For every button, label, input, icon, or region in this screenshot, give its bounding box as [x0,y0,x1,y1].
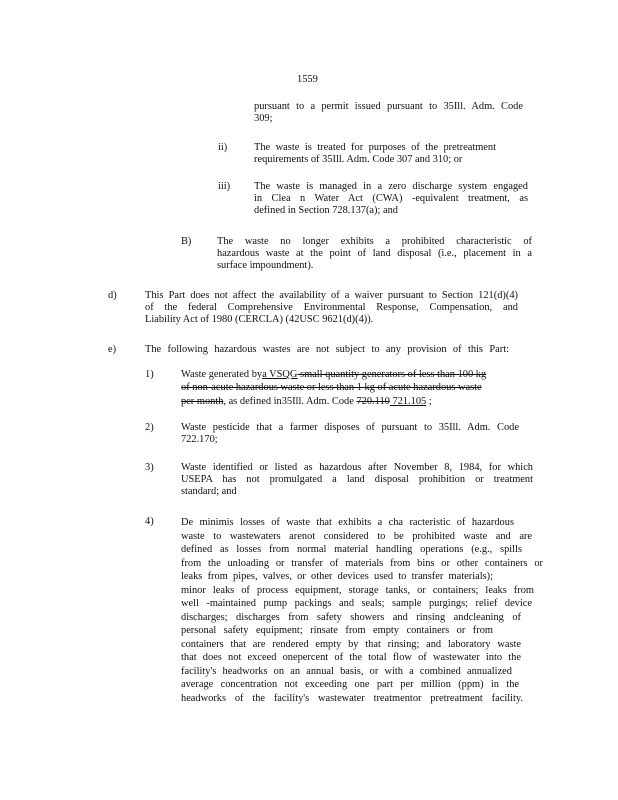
text-line: 722.170; [181,434,218,445]
intro-continuation [254,101,523,125]
page-number: 1559 [297,74,318,85]
text-line: minor leaks of process equipment, storage tanks, or containers; leaks from [181,584,534,596]
text-segment: Waste generated by [181,369,263,380]
item-B-text [217,236,532,272]
inserted-text: 721.105 [389,396,427,407]
item-e3-text [181,462,533,498]
item-marker-e: e) [108,344,117,355]
text-line: defined as losses from normal material handling operations (e.g., spills [181,544,522,555]
deleted-text: per month [181,396,224,407]
item-e1-line1 [181,369,486,381]
item-e1-line3 [181,396,432,408]
inserted-text: a VSQG [262,369,298,380]
item-marker-e4: 4) [145,516,154,527]
text-line: in Clea n Water Act (CWA) -equivalent treatment, as [254,193,528,204]
item-e4-text [181,516,543,705]
text-segment: ; [426,396,432,407]
item-ii-text [254,142,496,166]
text-line: This Part does not affect the availability of a waiver pursuant to Section 121(d)(4) [145,290,518,301]
text-line: discharges; discharges from safety showers and rinsing andcleaning of [181,611,521,623]
text-line: containers that are rendered empty by that rinsing; and laboratory waste [181,638,521,650]
item-e1-line2 deleted-text: of non-acute hazardous waste or less than 1 kg of acute hazardous waste [181,382,482,393]
item-marker-e3: 3) [145,462,154,473]
text-line: defined in Section 728.137(a); and [254,205,398,216]
deleted-text: small quantity generators of less than 100 kg [297,369,487,380]
text-line: hazardous waste at the point of land disposal (i.e., placement in a [217,248,532,259]
text-line: Waste pesticide that a farmer disposes of pursuant to 35Ill. Adm. Code [181,422,519,433]
deleted-text: 720.110 [356,396,390,407]
text-line: personal safety equipment; rinsate from empty containers or from [181,625,493,636]
item-e2-text [181,422,519,446]
text-line: headworks of the facility's wastewater treatmentor pretreatment facility. [181,692,523,704]
text-line: waste to wastewaters arenot considered to be prohibited waste and are [181,530,532,542]
text-segment: , as defined in35Ill. Adm. Code [223,396,357,407]
item-marker-d: d) [108,290,117,301]
text-line: of the federal Comprehensive Environmental Response, Compensation, and [145,302,518,313]
text-line: facility's headworks on an annual basis, or with a combined annualized [181,665,512,677]
text-line: The waste is managed in a zero discharge system engaged [254,181,528,192]
text-line: surface impoundment). [217,260,314,271]
text-line: requirements of 35Ill. Adm. Code 307 and 310; or [254,154,463,165]
text-line: that does not exceed onepercent of the total flow of wastewater into the [181,652,521,663]
item-marker-e2: 2) [145,422,154,433]
text-line: The waste no longer exhibits a prohibited characteristic of [217,236,532,247]
item-marker-B: B) [181,236,192,247]
text-line: average concentration not exceeding one part per million (ppm) in the [181,679,519,690]
item-marker-e1: 1) [145,369,154,380]
text-line: standard; and [181,486,237,497]
item-marker-ii: ii) [218,142,228,153]
text-line: The following hazardous wastes are not subject to any provision of this Part: [145,344,509,355]
text-line: USEPA has not promulgated a land disposal prohibition or treatment [181,474,533,485]
item-iii-text [254,181,528,217]
item-d-text [145,290,518,326]
item-e-text [145,344,509,356]
text-line: The waste is treated for purposes of the pretreatment [254,142,496,153]
text-line: well -maintained pump packings and seals; sample purgings; relief device [181,598,532,609]
text-line: from the unloading or transfer of materials from bins or other containers or [181,557,543,569]
text-line: Waste identified or listed as hazardous after November 8, 1984, for which [181,462,533,473]
text-line: pursuant to a permit issued pursuant to 35Ill. Adm. Code [254,101,523,112]
text-line: De minimis losses of waste that exhibits a cha racteristic of hazardous [181,517,514,528]
text-line: 309; [254,113,273,124]
item-marker-iii: iii) [218,181,231,192]
text-line: Liability Act of 1980 (CERCLA) (42USC 9621(d)(4)). [145,314,374,325]
text-line: leaks from pipes, valves, or other devices used to transfer materials); [181,571,493,582]
